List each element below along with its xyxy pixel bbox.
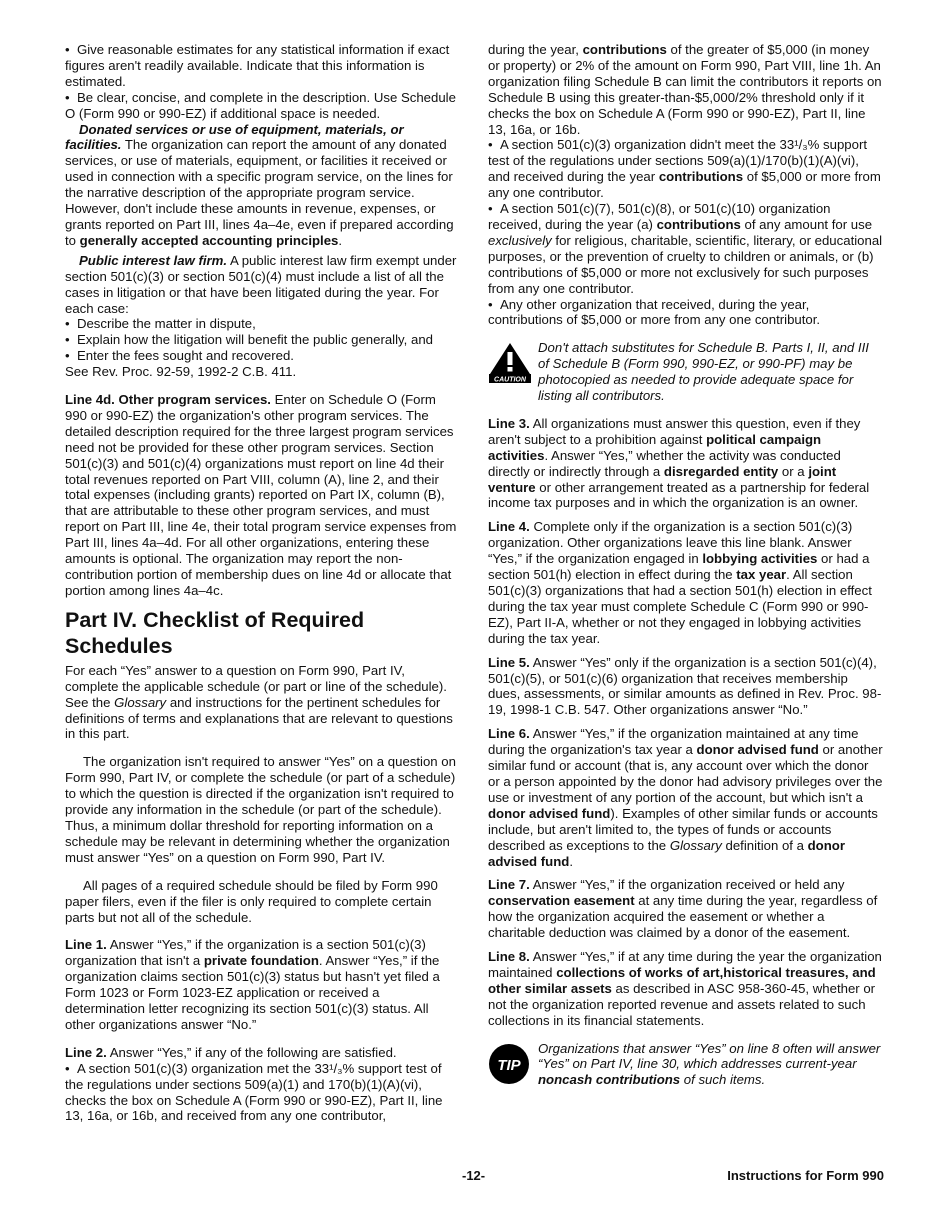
line-4-paragraph: Line 4. Complete only if the organization is a section 501(c)(3) organization. Other organizations leave this line blank. Answer “Yes,” if the organization engaged in lobbying activities or had a section 501(h) election in effect during the tax year. All section 501(c)(3) organizations that had a section 501(h) election in effect during the tax year must complete Schedule C (Form 990 or 990-EZ), Part II-A, whether or not they engaged in lobbying activities during the tax year. <box>488 519 872 646</box>
bullet-estimates: • Give reasonable estimates for any statistical information if exact figures aren't readily available. Indicate that this information is estimated. <box>65 42 460 90</box>
part-iv-intro: For each “Yes” answer to a question on Form 990, Part IV, complete the applicable schedule (or part or line of the schedule). See the Glossary and instructions for the pertinent schedules for definitions of terms and explanations that are relevant to questions in this part. <box>65 662 453 742</box>
bullet-clear-concise: • Be clear, concise, and complete in the description. Use Schedule O (Form 990 or 990-EZ) if additional space is needed. <box>65 90 460 122</box>
line-1-paragraph: Line 1. Answer “Yes,” if the organization is a section 501(c)(3) organization that isn't a private foundation. Answer “Yes,” if the organization claims section 501(c)(3) status but hasn't yet filed a Form 1023 or Form 1023-EZ application or received a determination letter recognizing its section 501(c)(3) status. All other organizations answer “No.” <box>65 937 440 1032</box>
rev-proc-reference: See Rev. Proc. 92-59, 1992-2 C.B. 411. <box>65 364 297 380</box>
bullet-explain-litigation: • Explain how the litigation will benefit the public generally, and <box>65 332 460 348</box>
bullet-other-organization: • Any other organization that received, during the year, contributions of $5,000 or more from any one contributor. <box>488 297 883 329</box>
caution-icon <box>488 342 532 384</box>
line-2-paragraph: Line 2. Answer “Yes,” if any of the following are satisfied. <box>65 1044 397 1060</box>
line-4-heading: Line 4. <box>488 519 530 535</box>
line-6-heading: Line 6. <box>488 726 530 742</box>
part-iv-title: Part IV. Checklist of Required Schedules <box>65 607 365 658</box>
line-4d-heading: Line 4d. Other program services. <box>65 392 271 408</box>
line-8-paragraph: Line 8. Answer “Yes,” if at any time during the year the organization maintained collections of works of art,historical treasures, and other similar assets as described in ASC 958-360-45, whether or not the organization reported revenue and assets related to such collections in its financial statements. <box>488 949 882 1028</box>
line-2-heading: Line 2. <box>65 1044 107 1060</box>
line-5-paragraph: Line 5. Answer “Yes” only if the organization is a section 501(c)(4), 501(c)(5), or 501(c)(6) organization that receives membership dues, assessments, or similar amounts as defined in Rev. Proc. 98-19, 1998-1 C.B. 547. Other organizations answer “No.” <box>488 654 882 718</box>
public-interest-law-firm-paragraph: Public interest law firm. A public interest law firm exempt under section 501(c)(3) or section 501(c)(4) must include a list of all the cases in litigation or that have been litigated during the year. For each case: <box>65 252 457 316</box>
part-iv-paper-filers-paragraph: All pages of a required schedule should be filed by Form 990 paper filers, even if the filer is only required to complete certain parts but not all of the schedule. <box>65 877 438 925</box>
tip-text: Organizations that answer “Yes” on line 8 often will answer “Yes” on Part IV, line 30, which addresses current-year noncash contributions of such items. <box>538 1040 881 1088</box>
caution-note <box>488 340 883 404</box>
bullet-enter-fees: • Enter the fees sought and recovered. <box>65 348 460 364</box>
caution-label: CAUTION <box>494 376 526 384</box>
tip-icon <box>488 1043 530 1085</box>
document-title: Instructions for Form 990 <box>727 1168 884 1183</box>
line-4d-paragraph: Line 4d. Other program services. Enter on Schedule O (Form 990 or 990-EZ) the organization's other program services. The detailed description required for the three largest program services need not be provided for these other program services. Section 501(c)(3) and 501(c)(4) organizations must report on line 4d their total revenues reported on Part VIII, column (A), line 2, and their total expenses (including grants) reported on Part IX, column (B), that are attributable to these other program services, and must report on Part III, line 4e, their total program service expenses from Part III, lines 4a–4d. For all other organizations, entering these amounts is optional. The organization may report the non-contribution portion of membership dues on line 4d or allocate that portion among lines 4a–4c. <box>65 392 457 598</box>
line-6-paragraph: Line 6. Answer “Yes,” if the organization maintained at any time during the organization's tax year a donor advised fund or another similar fund or account (that is, any account over which the donor or a person appointed by the donor had advisory privileges over the use or investment of any portion of the account, but which isn't a donor advised fund). Examples of other similar funds or accounts include, but aren't limited to, the types of funds or accounts described as exceptions to the Glossary definition of a donor advised fund. <box>488 726 883 869</box>
tip-note <box>488 1041 883 1089</box>
line-7-heading: Line 7. <box>488 877 530 893</box>
tip-label: TIP <box>497 1056 521 1074</box>
page-number: -12- <box>462 1168 486 1183</box>
donated-services-paragraph: Donated services or use of equipment, materials, or facilities. The organization can report the amount of any donated services, or use of materials, equipment, or facilities it received or used in connection with a specific program service, on the lines for the narrative description of the appropriate program service. However, don't include these amounts in revenue, expenses, or grants reported on Part III, lines 4a–4e, even if prepared according to generally accepted accounting principles. <box>65 121 454 248</box>
caution-text: Don't attach substitutes for Schedule B. Parts I, II, and III of Schedule B (Form 990, 990-EZ, or 990-PF) may be photocopied as needed to provide adequate space for listing all contributors. <box>538 340 869 404</box>
public-interest-heading: Public interest law firm. <box>79 252 228 268</box>
line-3-paragraph: Line 3. All organizations must answer this question, even if they aren't subject to a prohibition against political campaign activities. Answer “Yes,” whether the activity was conducted directly or indirectly through a disregarded entity or a joint venture or other arrangement treated as a partnership for federal income tax purposes and in which the organization is an owner. <box>488 415 870 511</box>
line-3-heading: Line 3. <box>488 415 530 431</box>
donated-services-heading: Donated services or use of equipment, materials, or facilities. <box>65 121 404 153</box>
part-iv-threshold-paragraph: The organization isn't required to answer “Yes” on a question on Form 990, Part IV, or complete the schedule (or part of a schedule) to which the question is directed if the organization isn't required to provide any information in the schedule (or part of the schedule). Thus, a minimum dollar threshold for reporting information on a schedule may be relevant in determining whether the organization must answer “Yes” on a question on Form 990, Part IV. <box>65 754 456 865</box>
bullet-501c7-organization: • A section 501(c)(7), 501(c)(8), or 501(c)(10) organization received, during the year (a) contributions of any amount for use exclusively for religious, charitable, scientific, literary, or educational purposes, or the prevention of cruelty to children or animals, or (b) contributions of $5,000 or more not exclusively for such purposes from any one contributor. <box>488 201 883 296</box>
line-8-heading: Line 8. <box>488 949 530 965</box>
line-7-paragraph: Line 7. Answer “Yes,” if the organization received or held any conservation easement at any time during the year, regardless of how the organization acquired the easement or whether a charitable deduction was claimed by a donor of the easement. <box>488 877 878 941</box>
line-1-heading: Line 1. <box>65 937 107 953</box>
bullet-didnt-meet-support-test: • A section 501(c)(3) organization didn't meet the 33¹/₃% support test of the regulations under sections 509(a)(1)/170(b)(1)(A)(vi), and received during the year contributions of $5,000 or more from any one contributor. <box>488 137 883 201</box>
left-column <box>65 42 460 1124</box>
right-column <box>488 42 883 1089</box>
bullet-support-test: • A section 501(c)(3) organization met the 33¹/₃% support test of the regulations under sections 509(a)(1) and 170(b)(1)(A)(vi), checks the box on Schedule A (Form 990 or 990-EZ), Part II, line 13, 16a, or 16b, and received from any one contributor, <box>65 1061 460 1125</box>
line-5-heading: Line 5. <box>488 654 530 670</box>
contributions-continued: during the year, contributions of the greater of $5,000 (in money or property) or 2% of the amount on Form 990, Part VIII, line 1h. An organization filing Schedule B can limit the contributors it reports on Schedule B using this greater-than-$5,000/2% threshold only if it checks the box on Schedule A (Form 990 or 990-EZ), Part II, line 13, 16a, or 16b. <box>488 42 882 137</box>
bullet-describe-matter: • Describe the matter in dispute, <box>65 316 460 332</box>
